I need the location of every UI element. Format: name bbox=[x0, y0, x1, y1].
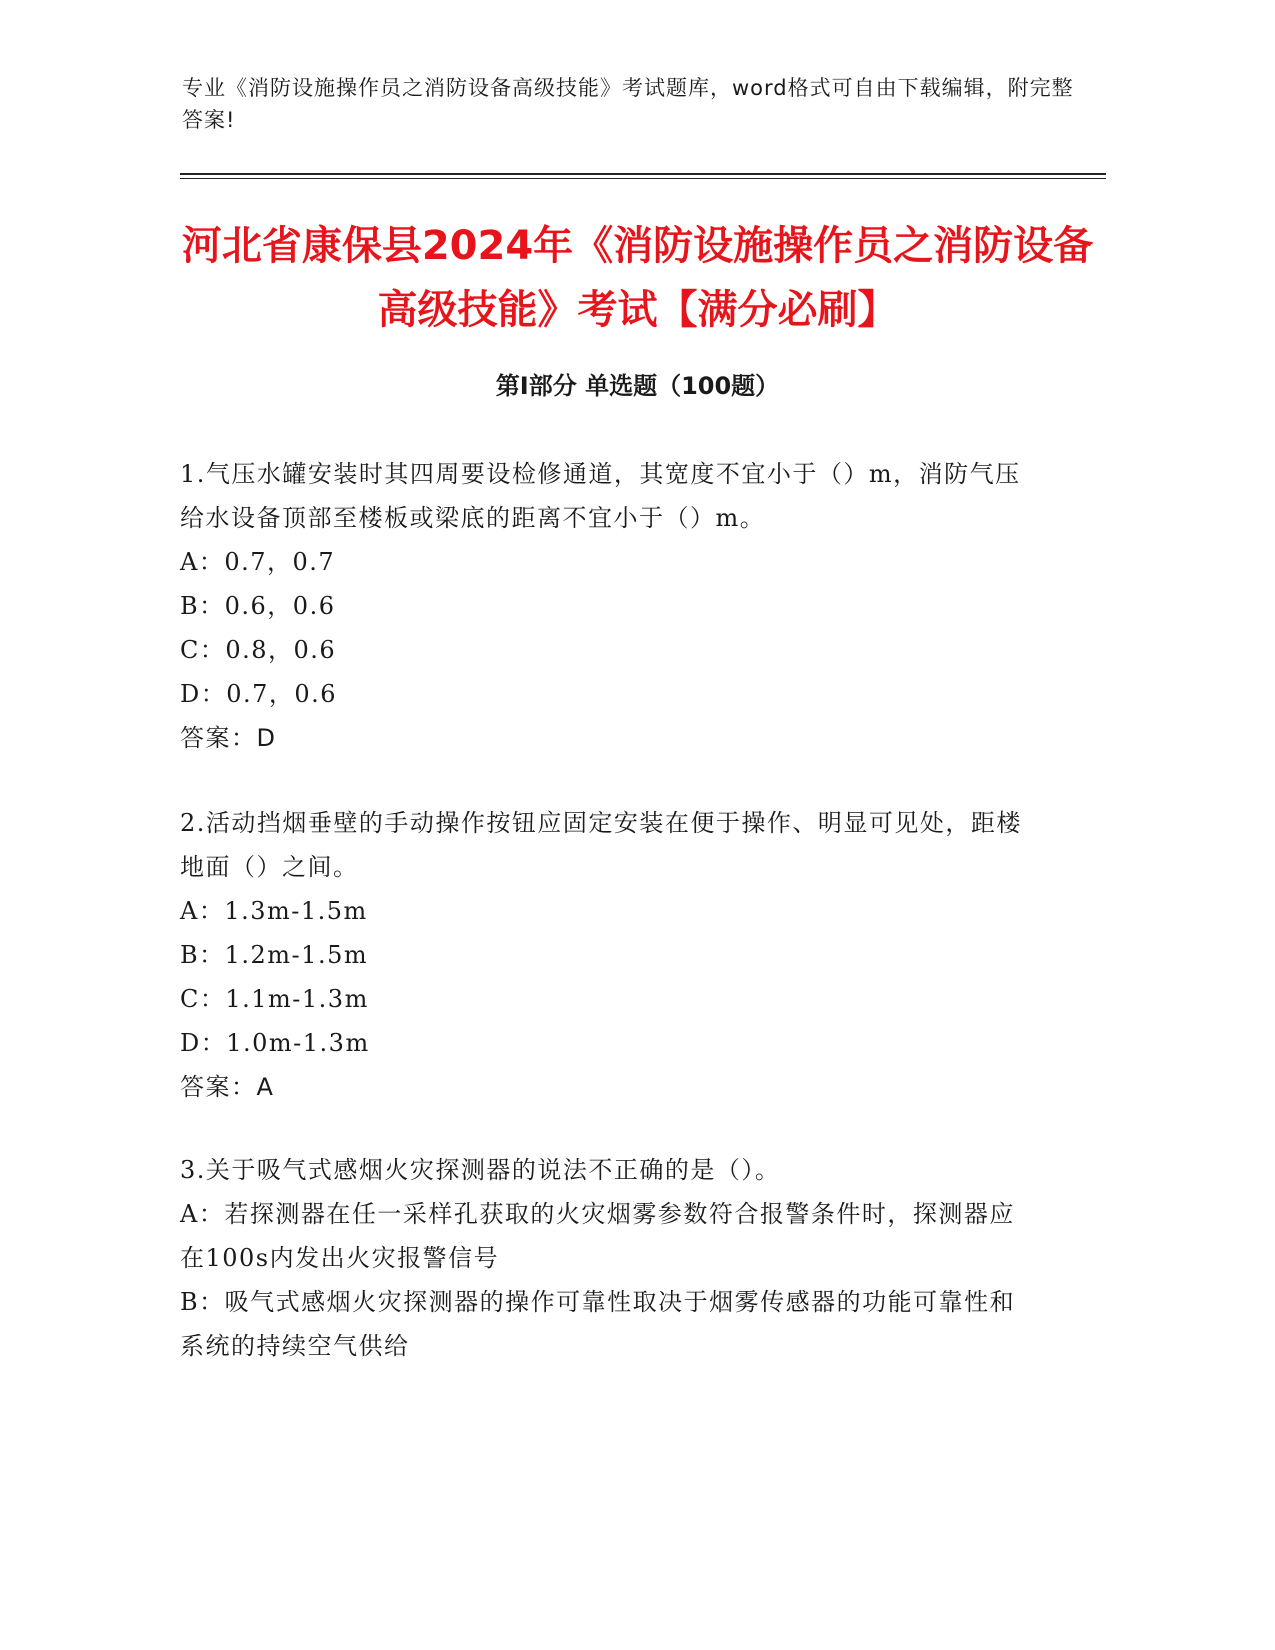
question-stem: 1.气压水罐安装时其四周要设检修通道，其宽度不宜小于（）m，消防气压给水设备顶部至楼板或梁底的距离不宜小于（）m。 bbox=[180, 460, 1021, 532]
option-b: B：吸气式感烟火灾探测器的操作可靠性取决于烟雾传感器的功能可靠性和系统的持续空气供给 bbox=[180, 1288, 1016, 1360]
answer: 答案：D bbox=[180, 724, 277, 752]
question-3 bbox=[180, 1148, 1040, 1368]
option-d: D：0.7，0.6 bbox=[180, 680, 338, 708]
header-divider-thin bbox=[180, 178, 1106, 179]
question-2 bbox=[180, 801, 1040, 1109]
document-title: 河北省康保县2024年《消防设施操作员之消防设备高级技能》考试【满分必刷】 bbox=[181, 223, 1094, 333]
option-c: C：1.1m-1.3m bbox=[180, 985, 369, 1013]
option-a: A：若探测器在任一采样孔获取的火灾烟雾参数符合报警条件时，探测器应在100s内发出火灾报警信号 bbox=[180, 1200, 1015, 1272]
option-d: D：1.0m-1.3m bbox=[180, 1029, 370, 1057]
section-heading: 第Ⅰ部分 单选题（100题） bbox=[495, 372, 780, 400]
question-stem: 2.活动挡烟垂壁的手动操作按钮应固定安装在便于操作、明显可见处，距楼地面（）之间。 bbox=[180, 809, 1022, 881]
answer: 答案：A bbox=[180, 1073, 275, 1101]
option-b: B：0.6，0.6 bbox=[180, 592, 336, 620]
question-stem: 3.关于吸气式感烟火灾探测器的说法不正确的是（）。 bbox=[180, 1156, 781, 1184]
option-a: A：0.7，0.7 bbox=[180, 548, 336, 576]
header-note: 专业《消防设施操作员之消防设备高级技能》考试题库，word格式可自由下载编辑，附完整答案! bbox=[182, 76, 1074, 132]
option-c: C：0.8，0.6 bbox=[180, 636, 337, 664]
option-b: B：1.2m-1.5m bbox=[180, 941, 369, 969]
option-a: A：1.3m-1.5m bbox=[180, 897, 368, 925]
question-1 bbox=[180, 452, 1040, 760]
header-divider-thick bbox=[180, 173, 1106, 175]
